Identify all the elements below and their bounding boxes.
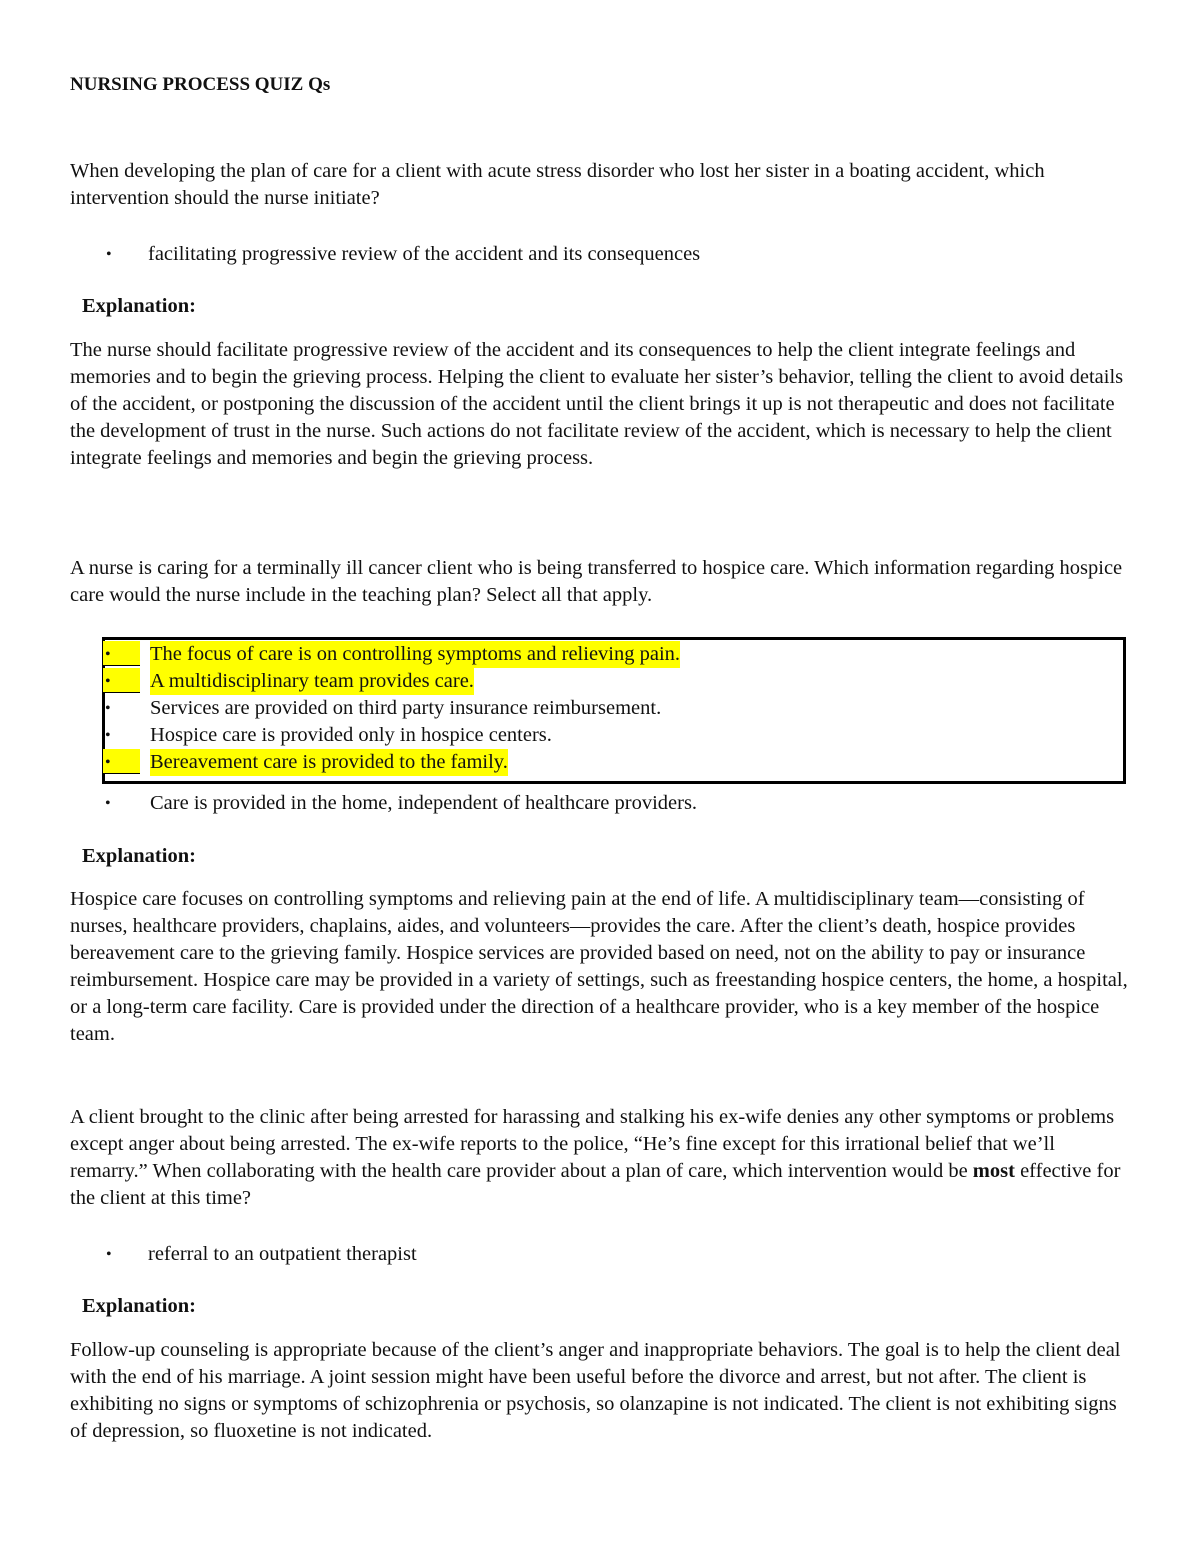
option-bullet [103,695,140,719]
bullet-icon: • [105,727,111,744]
bullet-icon: • [105,795,111,812]
document-title: NURSING PROCESS QUIZ Qs [70,74,331,95]
option-text: Bereavement care is provided to the family. [150,749,508,776]
question-3-explanation: Follow-up counseling is appropriate because of the client’s anger and inappropriate behaviors. The goal is to help the client deal with the end of his marriage. A joint session might have been useful before the divorce and arrest, but not after. The client is exhibiting no signs or symptoms of schizophrenia or psychosis, so olanzapine is not indicated. The client is not exhibiting signs of depression, so fluoxetine is not indicated. [70,1339,1121,1442]
question-2-explanation-label: Explanation: [82,845,196,867]
option-text: Services are provided on third party insurance reimbursement. [150,697,662,719]
option-bullet-highlight [103,749,140,774]
question-1-answer-text: facilitating progressive review of the accident and its consequences [148,243,701,265]
bullet-icon: • [105,754,111,771]
bullet-icon: • [106,246,112,263]
option-text: The focus of care is on controlling symptoms and relieving pain. [150,641,680,668]
option-bullet-highlight [103,641,140,666]
question-3-emphasis: most [972,1160,1015,1182]
bullet-icon: • [105,673,111,690]
question-3-text-start: A client brought to the clinic after being arrested for harassing and stalking his ex-wife denies any other symptoms or problems except anger about being arrested. The ex-wife reports to the police, “He’s fine except for this irrational belief that we’ll remarry.” When collaborating with the health care provider about a plan of care, which intervention would be [70,1106,1115,1182]
option-bullet [103,790,140,814]
bullet-icon: • [105,700,111,717]
option-text: A multidisciplinary team provides care. [150,668,474,695]
question-2-text: A nurse is caring for a terminally ill cancer client who is being transferred to hospice care. Which information regarding hospice care would the nurse include in the teaching plan? Select all that apply. [70,557,1123,606]
option-bullet [103,722,140,746]
question-1-text: When developing the plan of care for a client with acute stress disorder who lost her sister in a boating accident, which intervention should the nurse initiate? [70,160,1045,209]
option-text: Hospice care is provided only in hospice centers. [150,724,552,746]
option-bullet-highlight [103,668,140,693]
question-1-explanation-label: Explanation: [82,295,196,317]
bullet-icon: • [106,1246,112,1263]
question-3-text [70,1104,1130,1212]
option-text: Care is provided in the home, independent of healthcare providers. [150,792,698,814]
question-3-answer-text: referral to an outpatient therapist [148,1243,417,1265]
bullet-icon: • [105,646,111,663]
question-1-explanation: The nurse should facilitate progressive review of the accident and its consequences to help the client integrate feelings and memories and to begin the grieving process. Helping the client to evaluate her sister’s behavior, telling the client to avoid details of the accident, or postponing the discussion of the accident until the client brings it up is not therapeutic and does not facilitate the development of trust in the nurse. Such actions do not facilitate review of the accident, which is necessary to help the client integrate feelings and memories and begin the grieving process. [70,339,1124,469]
question-3-explanation-label: Explanation: [82,1295,196,1317]
question-2-explanation: Hospice care focuses on controlling symptoms and relieving pain at the end of life. A multidisciplinary team—consisting of nurses, healthcare providers, chaplains, aides, and volunteers—provides the care. After the client’s death, hospice provides bereavement care to the grieving family. Hospice services are provided based on need, not on the ability to pay or insurance reimbursement. Hospice care may be provided in a variety of settings, such as freestanding hospice centers, the home, a hospital, or a long-term care facility. Care is provided under the direction of a healthcare provider, who is a key member of the hospice team. [70,888,1128,1045]
question-3-text-end: effective for the client at this time? [70,1160,1121,1209]
